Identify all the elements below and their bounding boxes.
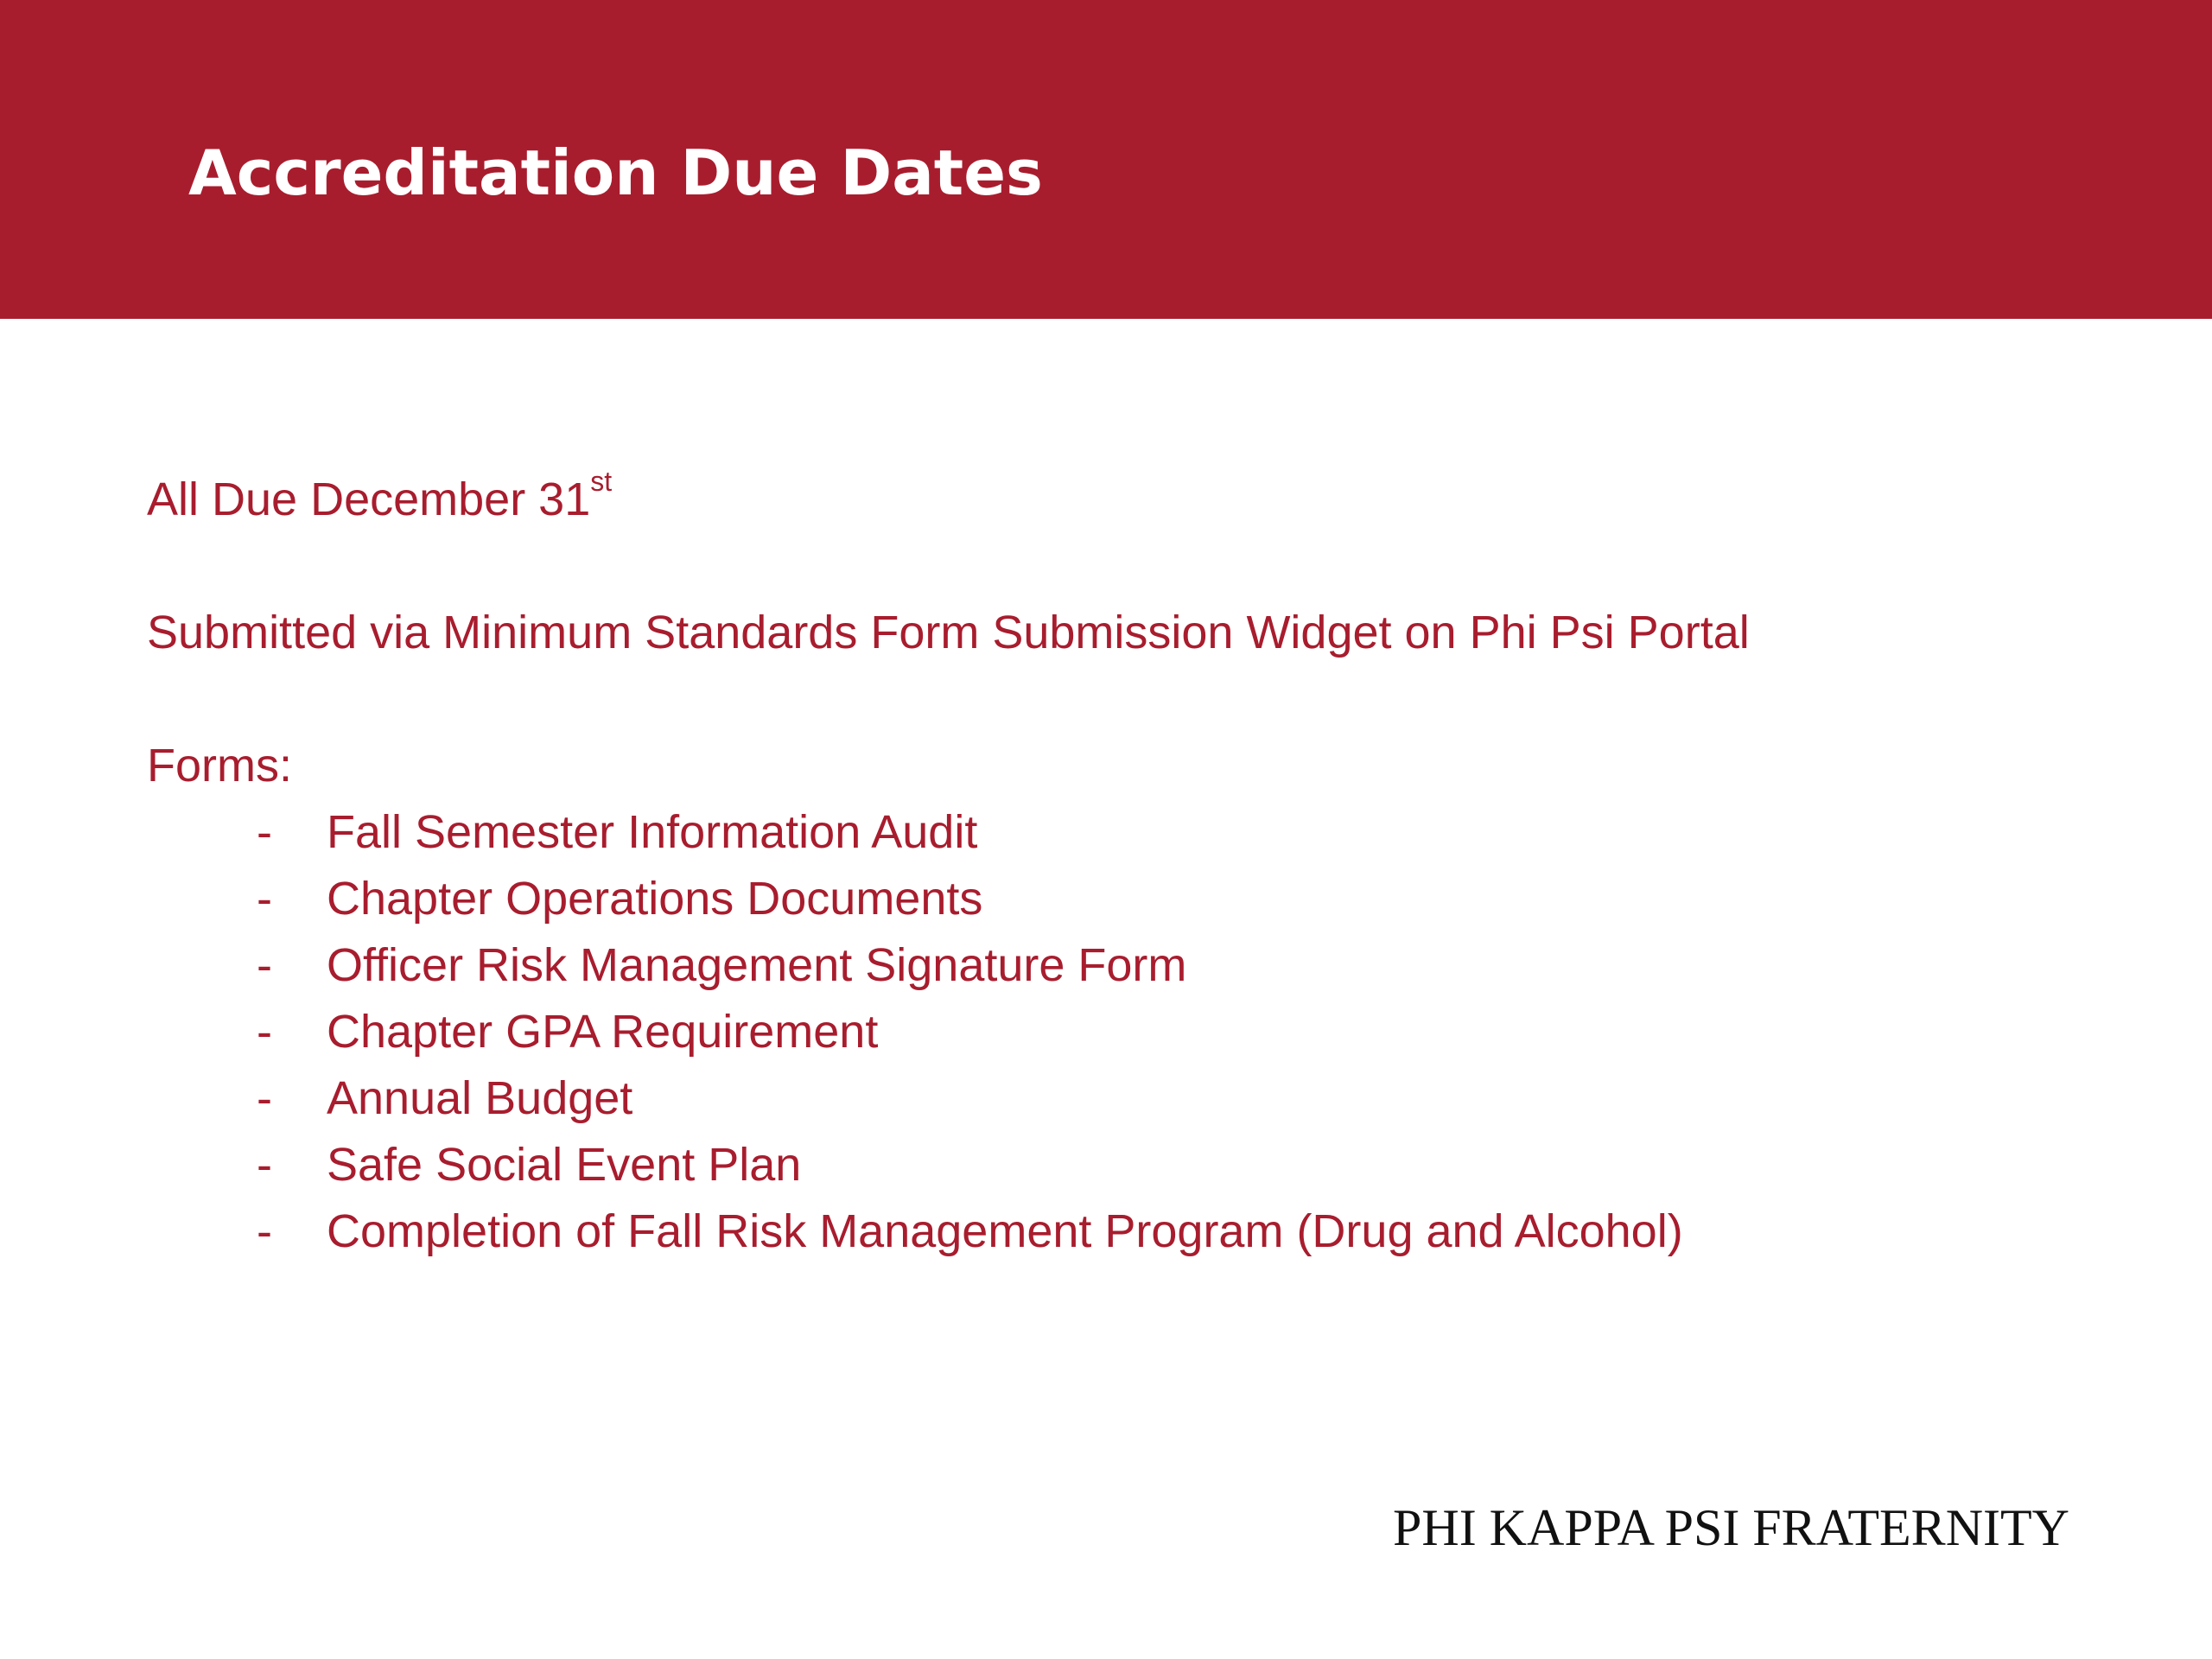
list-item [147, 866, 2134, 932]
dash-bullet: - [257, 1139, 272, 1191]
submission-line: Submitted via Minimum Standards Form Submission Widget on Phi Psi Portal [147, 607, 1750, 658]
form-item-label: Chapter GPA Requirement [327, 1006, 879, 1058]
header-band [0, 0, 2212, 319]
form-item-label: Fall Semester Information Audit [327, 806, 978, 858]
form-item-label: Safe Social Event Plan [327, 1139, 802, 1191]
list-item [147, 1132, 2134, 1198]
dash-bullet: - [257, 1072, 272, 1124]
list-item [147, 932, 2134, 999]
spacer [147, 533, 2134, 600]
due-date-ordinal: st [590, 466, 613, 497]
list-item [147, 1065, 2134, 1132]
footer-brand-wordmark: PHI KAPPA PSI FRATERNITY [1393, 1499, 2069, 1556]
spacer [147, 666, 2134, 733]
forms-list [147, 799, 2134, 1265]
list-item [147, 799, 2134, 866]
dash-bullet: - [257, 806, 272, 858]
due-date-line [147, 467, 2134, 533]
dash-bullet: - [257, 939, 272, 991]
form-item-label: Chapter Operations Documents [327, 873, 983, 925]
slide-title: Accreditation Due Dates [188, 137, 1043, 209]
form-item-label: Completion of Fall Risk Management Program (Drug and Alcohol) [327, 1205, 1683, 1257]
form-item-label: Annual Budget [327, 1072, 633, 1124]
forms-heading: Forms: [147, 740, 292, 791]
slide-body [147, 467, 2134, 1265]
list-item [147, 1198, 2134, 1265]
list-item [147, 999, 2134, 1065]
dash-bullet: - [257, 873, 272, 925]
due-date-text: All Due December 31 [147, 474, 591, 525]
dash-bullet: - [257, 1205, 272, 1257]
dash-bullet: - [257, 1006, 272, 1058]
form-item-label: Officer Risk Management Signature Form [327, 939, 1187, 991]
